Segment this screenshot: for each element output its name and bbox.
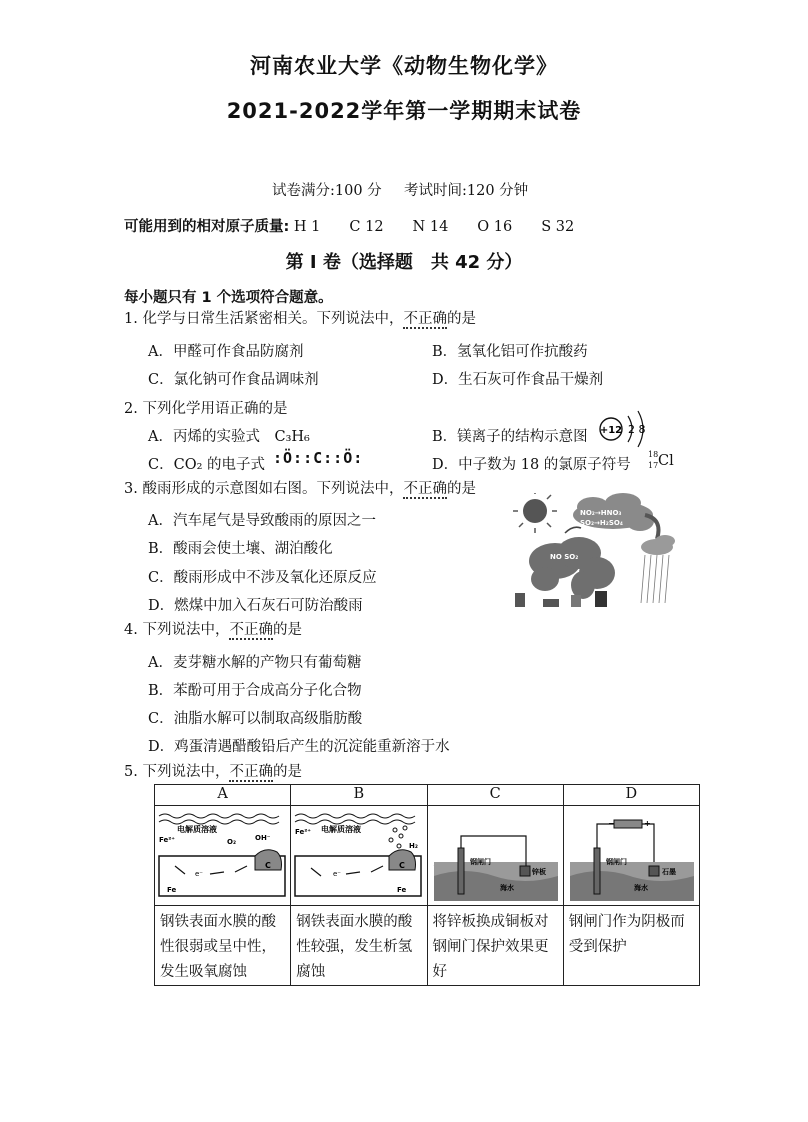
smoke-cloud xyxy=(529,537,615,599)
q5-emphasis: 不正确 xyxy=(229,764,273,780)
exam-time: 考试时间:120 分钟 xyxy=(404,183,529,199)
minus-sign: − xyxy=(607,819,615,828)
q5-figure-a xyxy=(155,806,291,906)
q1-option-d[interactable]: D．生石灰可作食品干燥剂 xyxy=(432,372,604,388)
q5-header-b: B xyxy=(291,785,427,806)
cl-mass-number: 18 xyxy=(648,450,659,459)
fe2-label: Fe²⁺ xyxy=(295,828,312,836)
q5-option-c[interactable]: 将锌板换成铜板对钢闸门保护效果更好 xyxy=(427,906,563,986)
sea-label: 海水 xyxy=(499,884,514,892)
rain-cloud xyxy=(641,535,675,555)
q3-stem-text: 3. 酸雨形成的示意图如右图。下列说法中， xyxy=(124,481,404,497)
atomic-masses-label: 可能用到的相对原子质量: xyxy=(124,219,290,235)
mg-ion-diagram xyxy=(598,408,668,450)
sacrificial-anode-diagram xyxy=(428,806,563,901)
sun-icon xyxy=(523,499,547,523)
h2-label: H₂ xyxy=(409,842,419,850)
electron-label: e⁻ xyxy=(195,870,204,878)
q1-emphasis: 不正确 xyxy=(403,311,447,327)
q3-option-b[interactable]: B．酸雨会使土壤、湖泊酸化 xyxy=(148,541,333,557)
plus-sign: + xyxy=(643,819,651,828)
power-plant-icon xyxy=(595,591,607,607)
carbon-label: C xyxy=(265,861,271,870)
q5-header-d: D xyxy=(563,785,699,806)
q2-option-b[interactable]: B．镁离子的结构示意图 xyxy=(432,429,588,445)
section-title: 第 I 卷（选择题 共 42 分） xyxy=(285,252,523,273)
reaction-line-1: NO₂→HNO₃ xyxy=(580,509,622,517)
q4-option-c[interactable]: C．油脂水解可以制取高级脂肪酸 xyxy=(148,711,363,727)
q5-table xyxy=(154,784,700,986)
plate-label: 石墨 xyxy=(661,868,676,876)
q5-stem-text: 5. 下列说法中， xyxy=(124,764,230,780)
acid-rain-figure xyxy=(505,493,677,611)
carbon-label: C xyxy=(399,861,406,870)
q1-option-b[interactable]: B．氢氧化铝可作抗酸药 xyxy=(432,344,588,360)
electron-label: e⁻ xyxy=(333,870,342,878)
pollutant-label: NO SO₂ xyxy=(550,553,579,561)
q5-option-b[interactable]: 钢铁表面水膜的酸性较强，发生析氢腐蚀 xyxy=(291,906,427,986)
sea-label: 海水 xyxy=(633,884,648,892)
atomic-masses xyxy=(124,215,574,236)
electrolyte-label: 电解质溶液 xyxy=(177,825,217,834)
impressed-current-diagram xyxy=(564,806,699,901)
q2-stem: 2. 下列化学用语正确的是 xyxy=(124,401,288,417)
cl-atomic-number: 17 xyxy=(648,461,659,470)
q4-emphasis: 不正确 xyxy=(229,622,273,638)
q1-stem-text: 1. 化学与日常生活紧密相关。下列说法中， xyxy=(124,311,404,327)
title-line-1: 河南农业大学《动物生物化学》 xyxy=(250,54,558,78)
q4-stem xyxy=(124,618,302,639)
q4-option-a[interactable]: A．麦芽糖水解的产物只有葡萄糖 xyxy=(148,655,362,671)
mg-nucleus-charge: +12 xyxy=(599,425,623,436)
rain-icon xyxy=(641,555,669,603)
q3-stem-end: 的是 xyxy=(446,481,476,497)
o2-label: O₂ xyxy=(227,838,237,846)
title-line-2: 2021-2022学年第一学期期末试卷 xyxy=(226,99,582,123)
hydrogen-corrosion-diagram xyxy=(291,806,426,901)
q5-figure-b xyxy=(291,806,427,906)
q1-option-c[interactable]: C．氯化钠可作食品调味剂 xyxy=(148,372,319,388)
q5-header-c: C xyxy=(427,785,563,806)
q5-stem-end: 的是 xyxy=(272,764,302,780)
iron-label: Fe xyxy=(167,886,177,894)
full-score: 试卷满分:100 分 xyxy=(272,183,382,199)
power-supply-icon xyxy=(614,820,642,828)
gate-label: 钢闸门 xyxy=(469,858,491,866)
oxygen-corrosion-diagram xyxy=(155,806,290,901)
steel-gate-icon xyxy=(458,848,464,894)
hydrogen-bubbles xyxy=(389,826,407,848)
co2-electron-formula: :Ö::C::Ö: xyxy=(273,449,364,467)
fe2-label: Fe²⁺ xyxy=(159,836,176,844)
q5-figure-c xyxy=(427,806,563,906)
oh-label: OH⁻ xyxy=(255,834,271,842)
q4-option-b[interactable]: B．苯酚可用于合成高分子化合物 xyxy=(148,683,362,699)
q4-stem-end: 的是 xyxy=(272,622,302,638)
instruction: 每小题只有 1 个选项符合题意。 xyxy=(124,290,333,306)
reaction-line-2: SO₂→H₂SO₄ xyxy=(580,519,623,527)
q3-option-a[interactable]: A．汽车尾气是导致酸雨的原因之一 xyxy=(148,513,376,529)
q5-header-a: A xyxy=(155,785,291,806)
house-icon xyxy=(571,595,581,607)
q5-option-a[interactable]: 钢铁表面水膜的酸性很弱或呈中性，发生吸氧腐蚀 xyxy=(155,906,291,986)
q3-option-c[interactable]: C．酸雨形成中不涉及氧化还原反应 xyxy=(148,570,377,586)
q5-option-d[interactable]: 钢闸门作为阴极而受到保护 xyxy=(563,906,699,986)
q2-option-c[interactable]: C．CO₂ 的电子式 xyxy=(148,457,265,473)
car-icon xyxy=(543,599,559,607)
steel-gate-icon xyxy=(594,848,600,894)
cl-symbol: Cl xyxy=(658,453,674,469)
q1-stem-end: 的是 xyxy=(446,311,476,327)
q2-option-d[interactable]: D．中子数为 18 的氯原子符号 xyxy=(432,457,631,473)
q4-stem-text: 4. 下列说法中， xyxy=(124,622,230,638)
atomic-masses-values: H 1 C 12 N 14 O 16 S 32 xyxy=(293,219,575,235)
q2-option-a[interactable]: A．丙烯的实验式 C₃H₆ xyxy=(148,429,310,445)
electrolyte-label: 电解质溶液 xyxy=(321,825,362,834)
mg-shell-electrons: 2 8 xyxy=(628,423,646,436)
q1-stem xyxy=(124,307,476,328)
gate-label: 钢闸门 xyxy=(605,858,627,866)
plate-label: 锌板 xyxy=(531,868,546,876)
q5-stem xyxy=(124,760,302,781)
q1-option-a[interactable]: A．甲醛可作食品防腐剂 xyxy=(148,344,304,360)
q3-emphasis: 不正确 xyxy=(403,481,447,497)
graphite-icon xyxy=(649,866,659,876)
q4-option-d[interactable]: D．鸡蛋清遇醋酸铅后产生的沉淀能重新溶于水 xyxy=(148,739,450,755)
q3-stem xyxy=(124,477,476,498)
q3-option-d[interactable]: D．燃煤中加入石灰石可防治酸雨 xyxy=(148,598,363,614)
iron-label: Fe xyxy=(397,886,407,894)
chlorine-isotope-symbol xyxy=(648,450,678,472)
q5-figure-d xyxy=(563,806,699,906)
factory-icon xyxy=(515,593,525,607)
zinc-plate-icon xyxy=(520,866,530,876)
